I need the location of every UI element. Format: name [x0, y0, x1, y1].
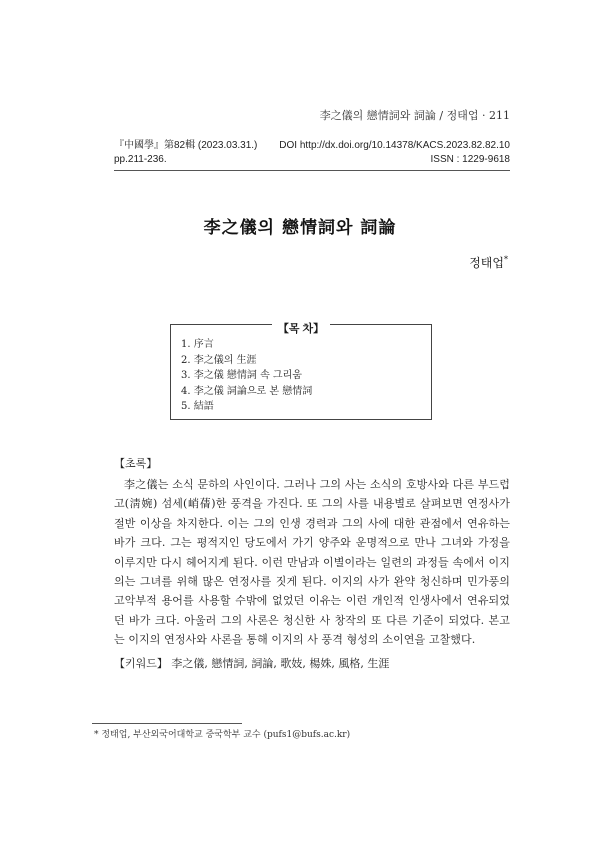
toc-item: 3. 李之儀 戀情詞 속 그리움	[181, 370, 302, 382]
author-name	[469, 254, 508, 271]
author-footnote: * 정태업, 부산외국어대학교 중국학부 교수 (pufs1@bufs.ac.kr)	[94, 730, 351, 740]
toc-item: 2. 李之儀의 生涯	[181, 354, 257, 366]
keywords-section	[114, 655, 534, 671]
abstract-body: 李之儀는 소식 문하의 사인이다. 그러나 그의 사는 소식의 호방사와 다른 부드럽고(淸婉) 섬세(峭蒨)한 풍격을 가진다. 또 그의 사를 내용별로 살펴보면 연정사가 절반 이상을 차지한다. 이는 그의 인생 경력과 그의 사에 대한 관점에서 연유하는 바가 크다. 그는 평적지인 당도에서 가기 양주와 운명적으로 만나 그녀와 가정을 이루지만 다시 헤어지게 된다. 이런 만남과 이별이라는 일련의 과정들 속에서 이지의는 그녀를 위해 많은 연정사를 짓게 된다. 이지의 사가 완약 청신하며 민가풍의 고악부적 용어를 사용할 수밖에 없었던 이유는 이런 개인적 인생사에서 연유되었던 바가 크다. 아울러 그의 사론은 청신한 사 창작의 또 다른 기준이 되었다. 본고는 이지의 연정사와 사론을 통해 이지의 사 풍격 형성의 소이연을 고찰했다.	[114, 478, 510, 647]
author-footnote-mark[interactable]: *	[504, 255, 508, 264]
footnote-divider	[92, 723, 242, 724]
abstract-section	[114, 455, 510, 650]
toc-title-wrap	[171, 317, 431, 336]
author-text: 정태업	[469, 256, 504, 270]
keywords-text: 李之儀, 戀情詞, 詞論, 歌妓, 楊姝, 風格, 生涯	[171, 657, 390, 670]
running-header: 李之儀의 戀情詞와 詞論 / 정태업 · 211	[319, 109, 510, 122]
meta-divider	[114, 170, 510, 171]
abstract-heading: 【초록】	[114, 458, 158, 470]
issn: ISSN : 1229-9618	[430, 154, 510, 165]
toc-item: 5. 結語	[181, 401, 214, 413]
keywords-label: 【키워드】	[114, 658, 168, 670]
meta-right	[279, 139, 510, 167]
toc-item: 1. 序言	[181, 339, 214, 350]
toc-list	[181, 337, 312, 415]
meta-left	[114, 139, 257, 167]
journal-issue: 『中國學』第82輯 (2023.03.31.)	[114, 140, 258, 151]
toc-title: 【목 차】	[272, 323, 330, 335]
toc-item: 4. 李之儀 詞論으로 본 戀情詞	[181, 385, 313, 397]
doi-link[interactable]: DOI http://dx.doi.org/10.14378/KACS.2023.82.82.10	[279, 140, 510, 151]
table-of-contents	[170, 324, 432, 420]
article-title: 李之儀의 戀情詞와 詞論	[203, 218, 397, 238]
publication-meta	[114, 139, 510, 171]
page-range: pp.211-236.	[114, 154, 167, 165]
